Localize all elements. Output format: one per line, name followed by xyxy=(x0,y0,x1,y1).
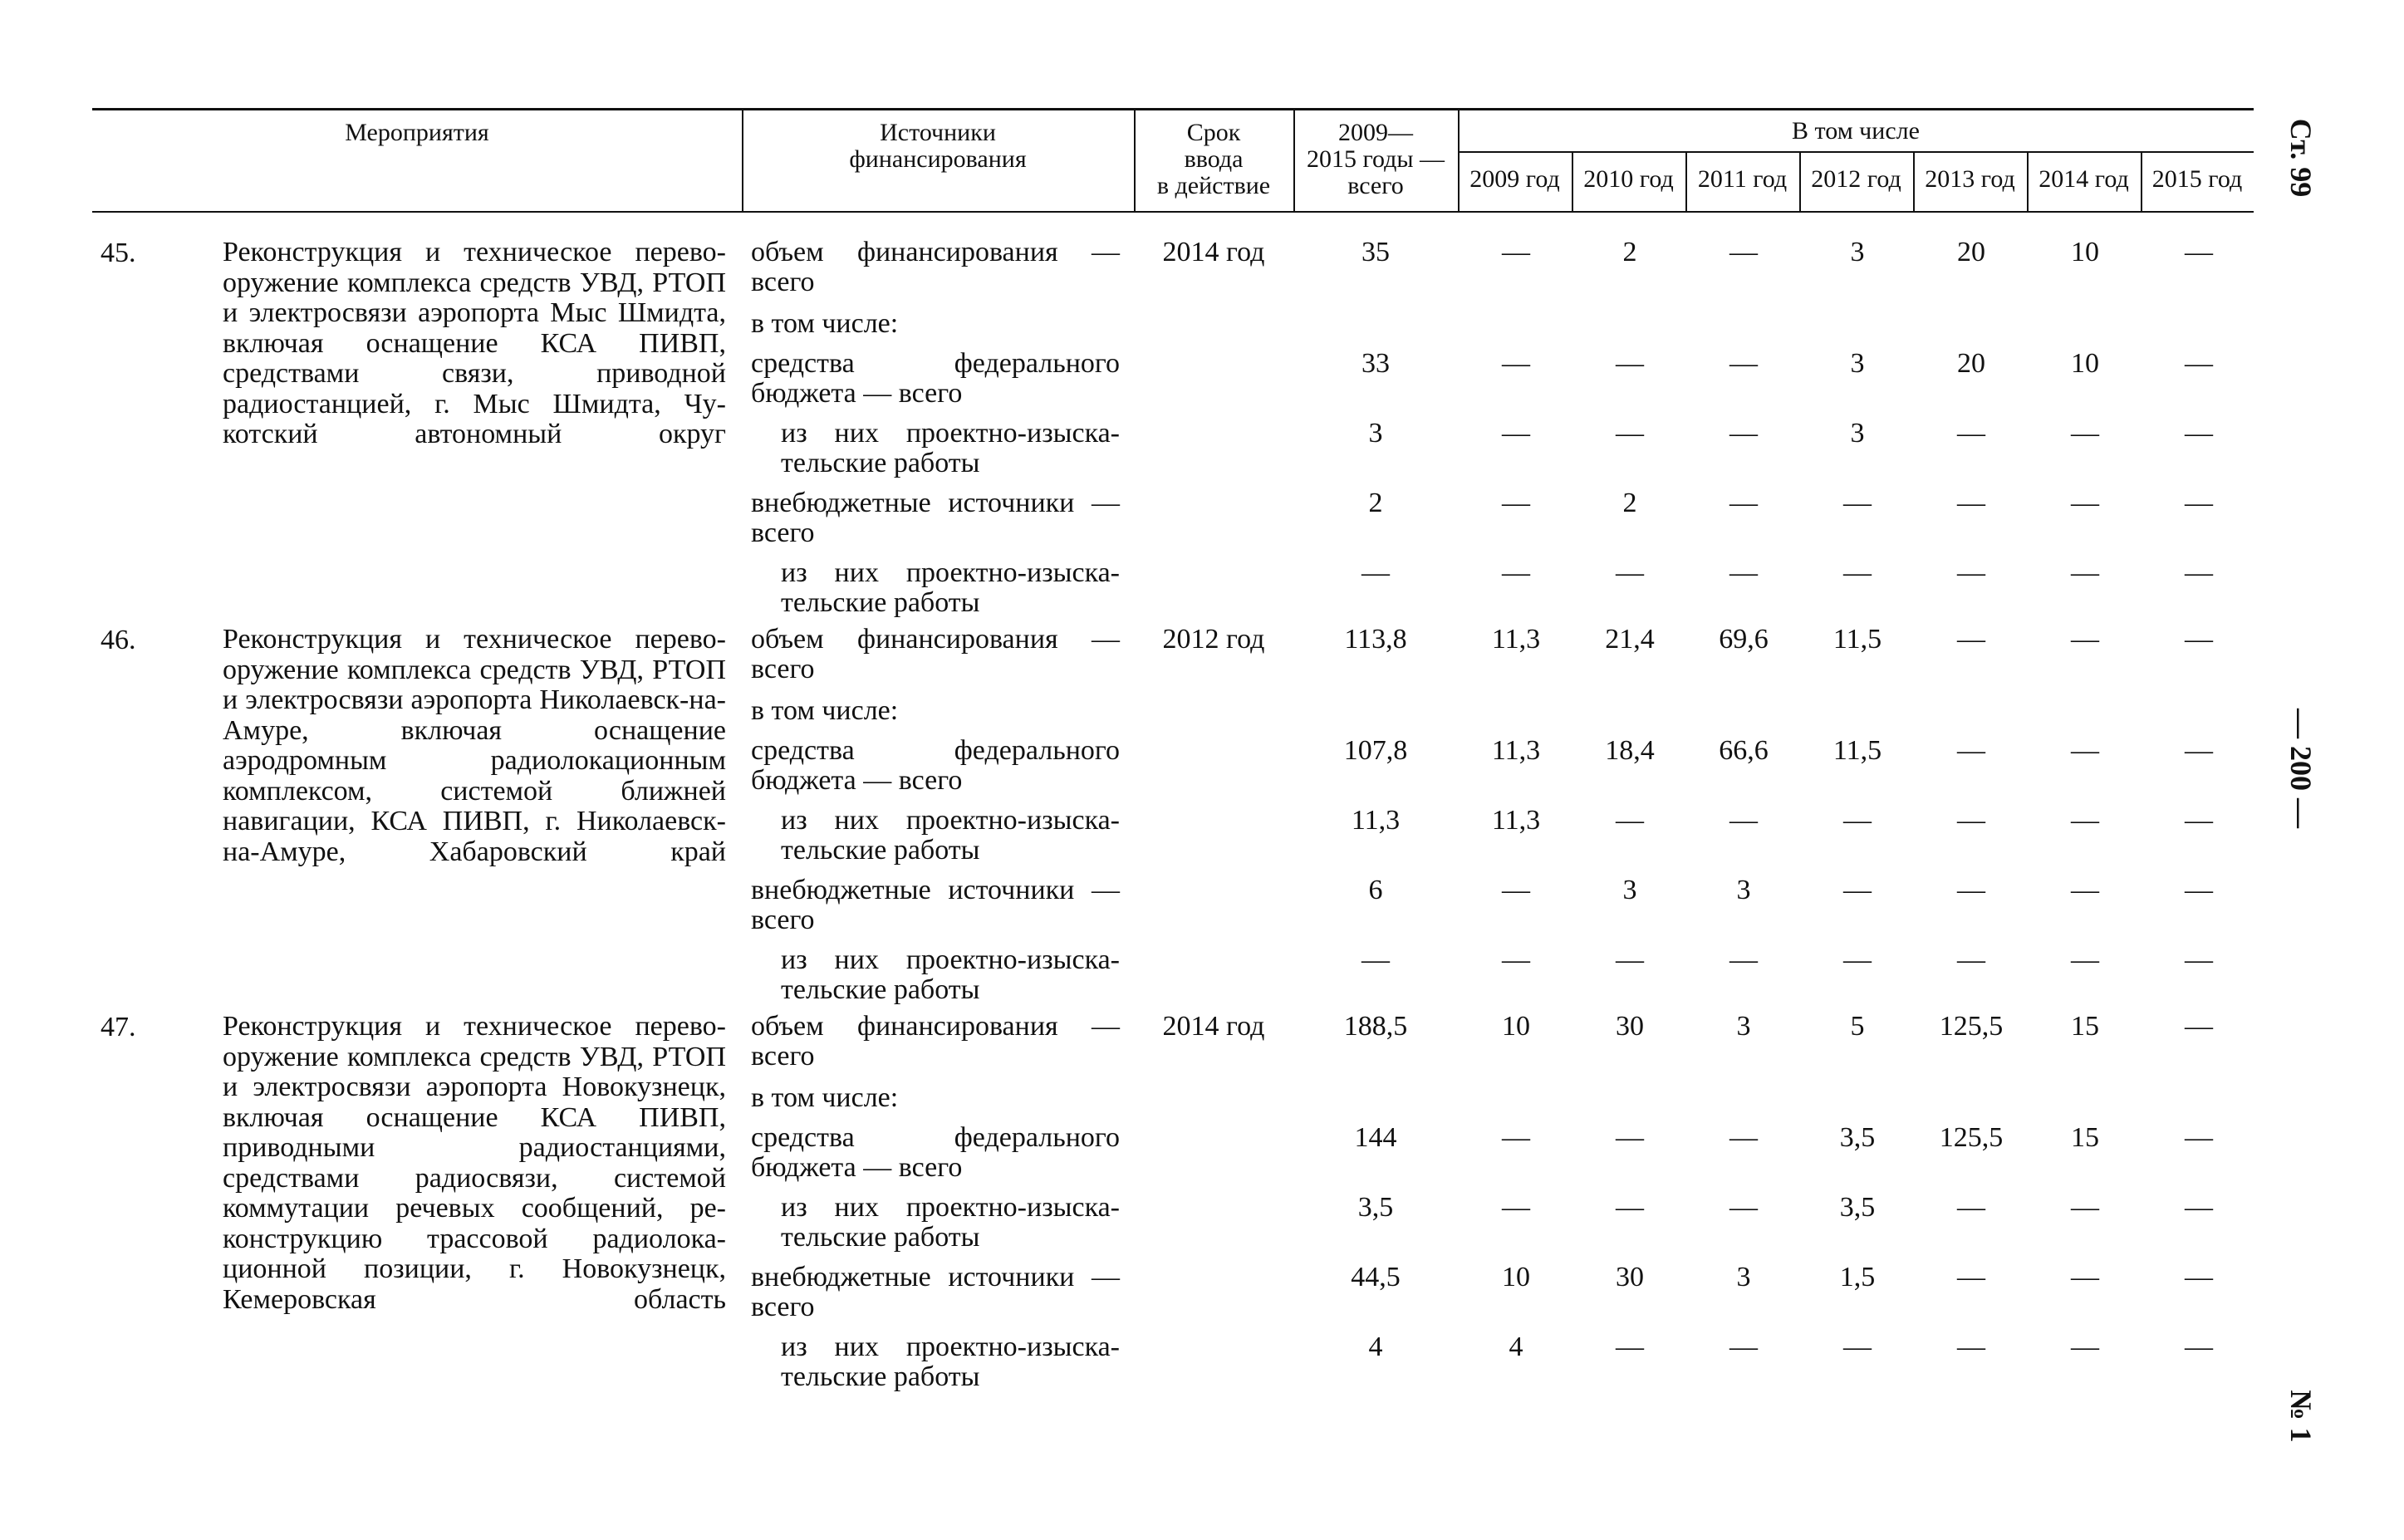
header-subrule xyxy=(1458,151,2254,153)
year-value-cell: — xyxy=(2071,735,2099,766)
header-year: 2012 год xyxy=(1811,165,1901,193)
year-value-cell: 2 xyxy=(1622,237,1637,267)
year-value-cell: — xyxy=(1729,237,1758,267)
year-value-cell: — xyxy=(1502,875,1530,905)
total-cell: 3 xyxy=(1368,418,1383,449)
year-value-cell: — xyxy=(1616,805,1644,836)
year-value-cell: — xyxy=(1957,735,1985,766)
year-value-cell: — xyxy=(1502,348,1530,379)
year-value-cell: — xyxy=(2185,1122,2213,1153)
year-value-cell: 11,5 xyxy=(1832,624,1882,655)
year-value-cell: 3,5 xyxy=(1839,1192,1876,1223)
page-number: — 200 — xyxy=(2284,709,2318,828)
source-cell: из них проектно-изыскательские работы xyxy=(781,1332,1120,1392)
total-cell: 44,5 xyxy=(1351,1262,1401,1292)
year-value-cell: — xyxy=(1957,1262,1985,1292)
year-value-cell: 20 xyxy=(1957,237,1985,267)
year-value-cell: 125,5 xyxy=(1939,1011,2004,1042)
header-term-line: ввода xyxy=(1184,145,1244,173)
year-value-cell: — xyxy=(1502,237,1530,267)
year-value-cell: — xyxy=(2071,488,2099,518)
year-value-cell: — xyxy=(2185,1332,2213,1362)
header-year: 2015 год xyxy=(2151,165,2243,193)
year-value-cell: — xyxy=(2185,944,2213,975)
year-value-cell: — xyxy=(1843,488,1872,518)
year-value-cell: — xyxy=(2185,348,2213,379)
year-value-cell: — xyxy=(1502,418,1530,449)
year-value-cell: — xyxy=(2185,1262,2213,1292)
year-value-cell: 10 xyxy=(2071,348,2099,379)
source-cell: в том числе: xyxy=(751,1082,899,1113)
entry-number: 47. xyxy=(101,1012,136,1042)
source-cell: из них проектно-изыскательские работы xyxy=(781,1192,1120,1253)
source-cell: в том числе: xyxy=(751,695,899,726)
year-value-cell: 3 xyxy=(1736,1011,1751,1042)
year-value-cell: — xyxy=(2071,418,2099,449)
entry-event: Реконструкция и техническое перевооружение комплекса средств УВД, РТОП и электросвязи аэропорта Мыс Шмидта, включая оснащение КСА ПИВП, средствами связи, приводной радиостанцией, г. Мыс Шмидта, Чукотский автономный округ xyxy=(223,237,726,449)
total-cell: 6 xyxy=(1368,875,1383,905)
year-value-cell: 11,3 xyxy=(1491,735,1541,766)
year-value-cell: — xyxy=(1729,488,1758,518)
total-cell: — xyxy=(1361,944,1390,975)
year-value-cell: — xyxy=(1616,1332,1644,1362)
year-value-cell: 3,5 xyxy=(1839,1122,1876,1153)
table-header xyxy=(92,108,2254,213)
year-value-cell: 10 xyxy=(2071,237,2099,267)
header-year: 2013 год xyxy=(1925,165,2015,193)
header-term xyxy=(1134,120,1293,199)
year-value-cell: — xyxy=(1616,348,1644,379)
source-cell: из них проектно-изыскательские работы xyxy=(781,944,1120,1005)
year-value-cell: — xyxy=(2071,1262,2099,1292)
header-total-line: 2015 годы — xyxy=(1306,145,1445,173)
year-value-cell: — xyxy=(1502,944,1530,975)
header-year: 2010 год xyxy=(1583,165,1674,193)
source-cell: средства федерального бюджета — всего xyxy=(751,735,1120,796)
header-year: 2009 год xyxy=(1469,165,1560,193)
total-cell: 35 xyxy=(1361,237,1390,267)
entry-event: Реконструкция и техническое перевооружение комплекса средств УВД, РТОП и электросвязи аэропорта Николаевск-на-Амуре, включая оснащение аэродромным радиолокационным комплексом, системой ближней навигации, КСА ПИВП, г. Николаевск-на-Амуре, Хабаровский край xyxy=(223,624,726,867)
year-value-cell: — xyxy=(1502,1192,1530,1223)
year-value-cell: 30 xyxy=(1616,1011,1644,1042)
header-bottom-rule xyxy=(92,211,2254,213)
year-value-cell: — xyxy=(1729,418,1758,449)
year-value-cell: 21,4 xyxy=(1605,624,1655,655)
year-value-cell: 2 xyxy=(1622,488,1637,518)
header-event: Мероприятия xyxy=(345,119,489,146)
term-cell: 2014 год xyxy=(1162,237,1265,267)
year-value-cell: — xyxy=(2071,557,2099,588)
header-top-rule xyxy=(92,108,2254,110)
entry-event: Реконструкция и техническое перевооружение комплекса средств УВД, РТОП и электросвязи аэропорта Новокузнецк, включая оснащение КСА ПИВП, приводными радиостанциями, средствами радиосвязи, системой коммутации речевых сообщений, реконструкцию трассовой радиолокационной позиции, г. Новокузнецк, Кемеровская область xyxy=(223,1011,726,1315)
year-value-cell: — xyxy=(1729,1122,1758,1153)
entry-number: 45. xyxy=(101,238,136,268)
total-cell: 144 xyxy=(1354,1122,1397,1153)
year-value-cell: — xyxy=(1843,944,1872,975)
header-total-line: 2009— xyxy=(1338,119,1413,146)
year-value-cell: 3 xyxy=(1850,348,1865,379)
year-value-cell: — xyxy=(1957,488,1985,518)
year-value-cell: — xyxy=(2185,418,2213,449)
year-value-cell: — xyxy=(1502,488,1530,518)
header-total-line: всего xyxy=(1347,172,1404,199)
total-cell: 3,5 xyxy=(1357,1192,1394,1223)
year-value-cell: — xyxy=(1957,875,1985,905)
year-value-cell: — xyxy=(1957,1332,1985,1362)
source-cell: объем финансирования — всего xyxy=(751,624,1120,684)
entry-number: 46. xyxy=(101,625,136,655)
year-value-cell: 3 xyxy=(1850,418,1865,449)
year-value-cell: — xyxy=(2185,875,2213,905)
year-value-cell: — xyxy=(1729,805,1758,836)
total-cell: 107,8 xyxy=(1343,735,1408,766)
header-term-line: в действие xyxy=(1156,172,1271,199)
source-cell: из них проектно-изыскательские работы xyxy=(781,557,1120,618)
year-value-cell: 15 xyxy=(2071,1011,2099,1042)
year-value-cell: — xyxy=(2185,557,2213,588)
source-cell: средства федерального бюджета — всего xyxy=(751,348,1120,409)
year-value-cell: — xyxy=(1616,944,1644,975)
term-cell: 2014 год xyxy=(1162,1011,1265,1042)
year-value-cell: — xyxy=(2185,1011,2213,1042)
page-reference: Ст. 99 xyxy=(2284,118,2318,198)
year-value-cell: 18,4 xyxy=(1605,735,1655,766)
year-value-cell: — xyxy=(1502,557,1530,588)
source-cell: средства федерального бюджета — всего xyxy=(751,1122,1120,1183)
source-cell: внебюджетные источники — всего xyxy=(751,488,1120,548)
issue-number: № 1 xyxy=(2284,1390,2318,1443)
term-cell: 2012 год xyxy=(1162,624,1265,655)
source-cell: объем финансирования — всего xyxy=(751,237,1120,297)
source-cell: в том числе: xyxy=(751,308,899,339)
year-value-cell: — xyxy=(2185,805,2213,836)
header-source-line: Источники xyxy=(880,119,996,146)
year-value-cell: — xyxy=(2071,1192,2099,1223)
year-value-cell: — xyxy=(1616,1122,1644,1153)
year-value-cell: — xyxy=(1729,557,1758,588)
year-value-cell: 3 xyxy=(1850,237,1865,267)
year-value-cell: 15 xyxy=(2071,1122,2099,1153)
year-value-cell: — xyxy=(1957,418,1985,449)
year-value-cell: — xyxy=(1843,1332,1872,1362)
year-value-cell: — xyxy=(1729,1192,1758,1223)
year-value-cell: 4 xyxy=(1509,1332,1523,1362)
year-value-cell: — xyxy=(2071,875,2099,905)
year-value-cell: — xyxy=(1729,944,1758,975)
year-value-cell: — xyxy=(1843,805,1872,836)
source-cell: из них проектно-изыскательские работы xyxy=(781,418,1120,478)
year-value-cell: — xyxy=(1616,557,1644,588)
year-value-cell: 11,5 xyxy=(1832,735,1882,766)
year-value-cell: — xyxy=(1957,1192,1985,1223)
year-value-cell: 11,3 xyxy=(1491,624,1541,655)
header-source-line: финансирования xyxy=(849,145,1027,173)
year-value-cell: — xyxy=(1729,348,1758,379)
total-cell: 33 xyxy=(1361,348,1390,379)
source-cell: из них проектно-изыскательские работы xyxy=(781,805,1120,866)
year-value-cell: — xyxy=(1843,557,1872,588)
year-value-cell: 1,5 xyxy=(1839,1262,1876,1292)
year-value-cell: — xyxy=(2071,944,2099,975)
year-value-cell: 69,6 xyxy=(1719,624,1769,655)
year-value-cell: 125,5 xyxy=(1939,1122,2004,1153)
year-value-cell: — xyxy=(1616,418,1644,449)
year-value-cell: 30 xyxy=(1616,1262,1644,1292)
year-value-cell: — xyxy=(2185,237,2213,267)
year-value-cell: — xyxy=(1957,944,1985,975)
year-value-cell: 20 xyxy=(1957,348,1985,379)
source-cell: внебюджетные источники — всего xyxy=(751,1262,1120,1322)
source-cell: объем финансирования — всего xyxy=(751,1011,1120,1072)
year-value-cell: 11,3 xyxy=(1491,805,1541,836)
year-value-cell: — xyxy=(1729,1332,1758,1362)
total-cell: 11,3 xyxy=(1351,805,1401,836)
source-cell: внебюджетные источники — всего xyxy=(751,875,1120,935)
header-year: 2014 год xyxy=(2038,165,2129,193)
header-including: В том числе xyxy=(1792,117,1920,145)
year-value-cell: 3 xyxy=(1736,1262,1751,1292)
year-value-cell: — xyxy=(2071,1332,2099,1362)
total-cell: 113,8 xyxy=(1344,624,1407,655)
year-value-cell: 66,6 xyxy=(1719,735,1769,766)
total-cell: — xyxy=(1361,557,1390,588)
year-value-cell: 5 xyxy=(1850,1011,1865,1042)
header-source xyxy=(742,120,1134,173)
year-value-cell: 10 xyxy=(1502,1011,1530,1042)
year-value-cell: — xyxy=(1957,624,1985,655)
year-value-cell: — xyxy=(2071,624,2099,655)
total-cell: 2 xyxy=(1368,488,1383,518)
year-value-cell: 3 xyxy=(1622,875,1637,905)
year-value-cell: — xyxy=(2185,488,2213,518)
year-value-cell: — xyxy=(1616,1192,1644,1223)
year-value-cell: — xyxy=(1502,1122,1530,1153)
header-year: 2011 год xyxy=(1697,165,1788,193)
year-value-cell: 10 xyxy=(1502,1262,1530,1292)
total-cell: 188,5 xyxy=(1343,1011,1408,1042)
year-value-cell: — xyxy=(2185,624,2213,655)
header-term-line: Срок xyxy=(1186,119,1241,146)
year-value-cell: — xyxy=(2071,805,2099,836)
year-value-cell: — xyxy=(1843,875,1872,905)
total-cell: 4 xyxy=(1368,1332,1383,1362)
year-value-cell: 3 xyxy=(1736,875,1751,905)
year-value-cell: — xyxy=(2185,1192,2213,1223)
year-value-cell: — xyxy=(1957,557,1985,588)
year-value-cell: — xyxy=(2185,735,2213,766)
year-value-cell: — xyxy=(1957,805,1985,836)
header-total xyxy=(1293,120,1458,199)
